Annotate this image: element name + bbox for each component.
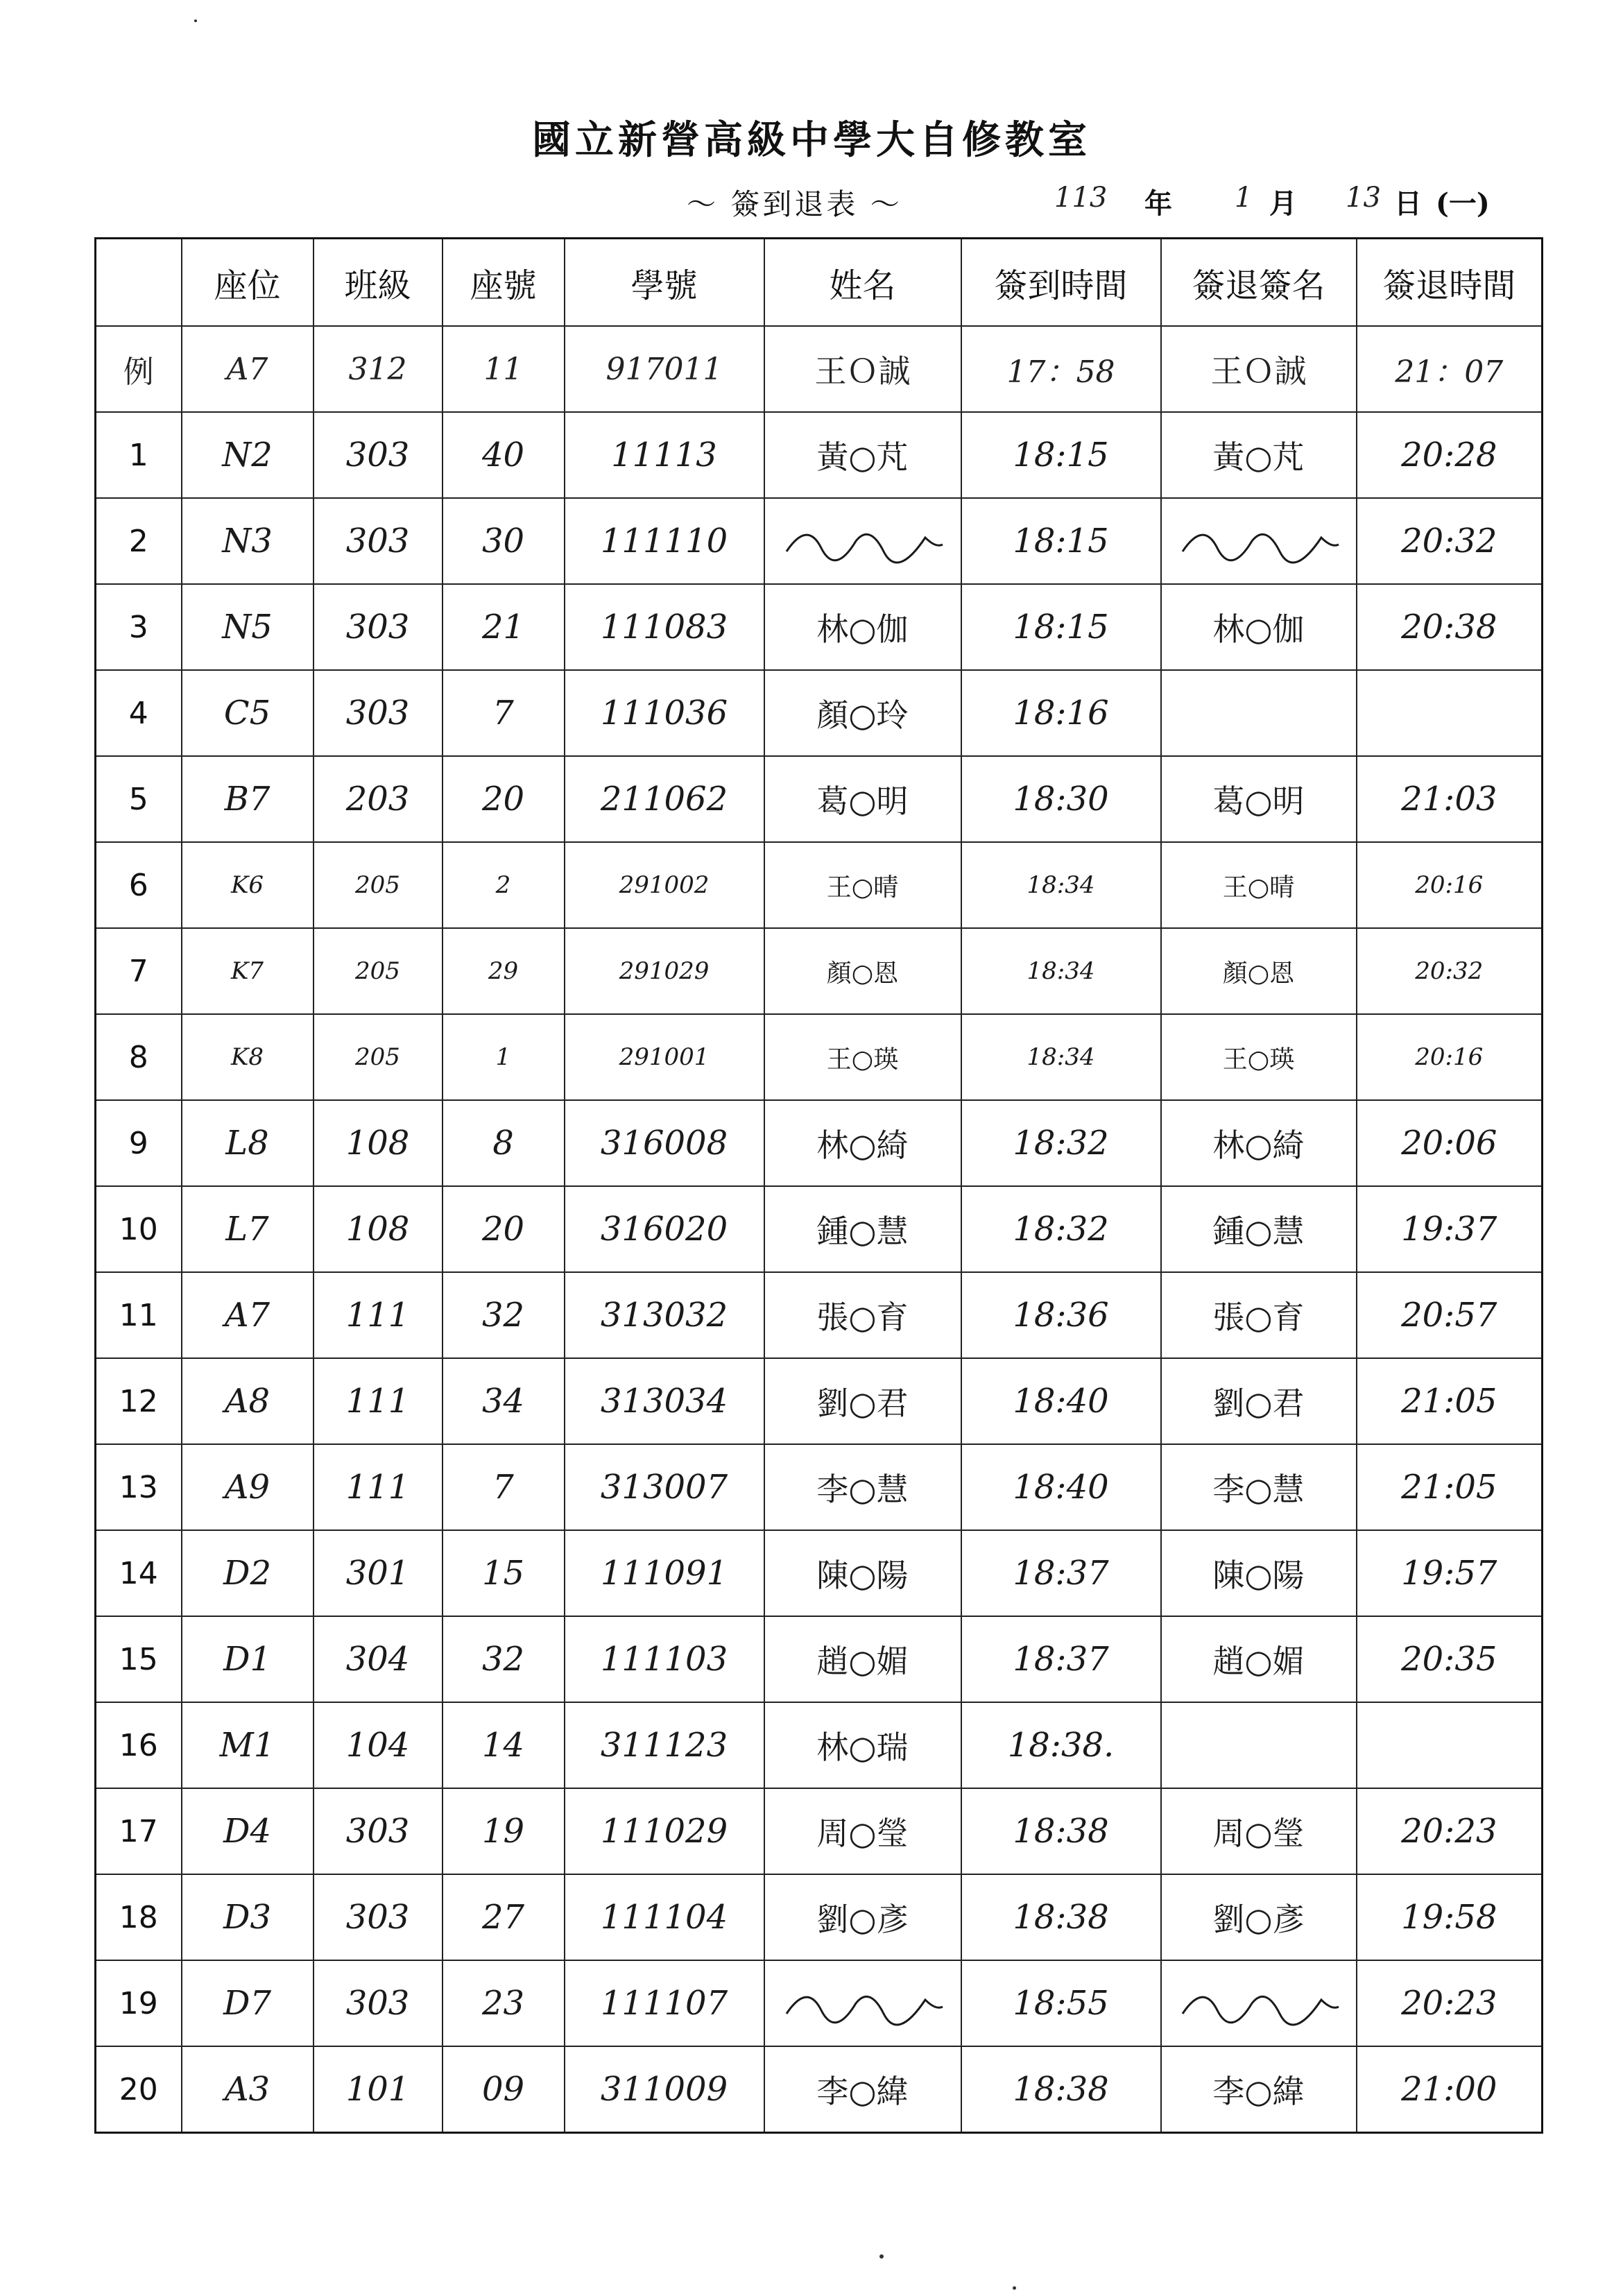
example-seat-no: 11 — [443, 326, 565, 412]
cell-class: 111 — [314, 1444, 443, 1530]
cell-sign-in-time: 18:16 — [961, 670, 1161, 756]
cell-seat: D3 — [182, 1874, 314, 1960]
example-sign-in: 17：58 — [961, 326, 1161, 412]
cell-student-id: 291029 — [565, 928, 764, 1014]
cell-sign-in-time: 18:40 — [961, 1358, 1161, 1444]
row-number: 18 — [96, 1874, 182, 1960]
cell-sign-out-signature — [1161, 670, 1357, 756]
date-month-value: 1 — [1235, 182, 1253, 214]
cell-sign-out-signature: 周○瑩 — [1161, 1788, 1357, 1874]
cell-sign-in-time: 18:32 — [961, 1100, 1161, 1186]
cell-name: 顏○玲 — [764, 670, 961, 756]
row-number: 3 — [96, 584, 182, 670]
cell-student-id: 111110 — [565, 498, 764, 584]
cell-class: 303 — [314, 1874, 443, 1960]
row-number: 6 — [96, 842, 182, 928]
table-row — [96, 1014, 1543, 1100]
cell-seat: K8 — [182, 1014, 314, 1100]
table-row — [96, 670, 1543, 756]
cell-student-id: 313007 — [565, 1444, 764, 1530]
cell-student-id: 316020 — [565, 1186, 764, 1272]
header-seat: 座位 — [182, 239, 314, 327]
header-corner — [96, 239, 182, 327]
cell-sign-in-time: 18:15 — [961, 498, 1161, 584]
cell-sign-out-time: 20:35 — [1357, 1616, 1543, 1702]
cell-seat: D2 — [182, 1530, 314, 1616]
cell-name: 陳○陽 — [764, 1530, 961, 1616]
cell-class: 104 — [314, 1702, 443, 1788]
cell-class: 108 — [314, 1186, 443, 1272]
header-row — [96, 239, 1543, 327]
table-row — [96, 1874, 1543, 1960]
cell-seat: A9 — [182, 1444, 314, 1530]
cell-student-id: 313034 — [565, 1358, 764, 1444]
cell-student-id: 313032 — [565, 1272, 764, 1358]
row-number: 2 — [96, 498, 182, 584]
cell-name: 王○瑛 — [764, 1014, 961, 1100]
cell-class: 303 — [314, 1788, 443, 1874]
cell-class: 303 — [314, 670, 443, 756]
cell-name: 劉○君 — [764, 1358, 961, 1444]
cell-sign-out-time: 20:57 — [1357, 1272, 1543, 1358]
cell-student-id: 11113 — [565, 412, 764, 498]
cell-sign-in-time: 18:55 — [961, 1960, 1161, 2046]
example-name: 王Ｏ誠 — [764, 326, 961, 412]
cell-sign-out-time: 21:00 — [1357, 2046, 1543, 2133]
table-row — [96, 1960, 1543, 2046]
cell-sign-out-signature: 鍾○慧 — [1161, 1186, 1357, 1272]
cell-sign-out-time: 20:06 — [1357, 1100, 1543, 1186]
example-student-id: 917011 — [565, 326, 764, 412]
date-month-label: 月 — [1269, 187, 1297, 220]
table-row — [96, 1530, 1543, 1616]
date-year-value: 113 — [1054, 182, 1108, 214]
cell-sign-out-time: 20:23 — [1357, 1788, 1543, 1874]
cell-sign-out-time: 21:05 — [1357, 1444, 1543, 1530]
row-number: 19 — [96, 1960, 182, 2046]
cell-seat-no: 32 — [443, 1616, 565, 1702]
cell-seat-no: 19 — [443, 1788, 565, 1874]
cell-student-id: 311009 — [565, 2046, 764, 2133]
cell-name: 林○伽 — [764, 584, 961, 670]
row-number: 1 — [96, 412, 182, 498]
cell-name: 王○晴 — [764, 842, 961, 928]
cell-student-id: 111091 — [565, 1530, 764, 1616]
cell-student-id: 111083 — [565, 584, 764, 670]
page-title: 國立新營高級中學大自修教室 — [532, 117, 1091, 163]
cell-sign-out-time: 20:28 — [1357, 412, 1543, 498]
cell-class: 303 — [314, 498, 443, 584]
cell-sign-out-time: 21:03 — [1357, 756, 1543, 842]
scan-speck — [879, 2254, 884, 2259]
cell-sign-out-time: 21:05 — [1357, 1358, 1543, 1444]
cell-name: 顏○恩 — [764, 928, 961, 1014]
cell-student-id: 111107 — [565, 1960, 764, 2046]
example-seat: A7 — [182, 326, 314, 412]
cell-seat: L7 — [182, 1186, 314, 1272]
cell-seat-no: 09 — [443, 2046, 565, 2133]
cell-sign-in-time: 18:38. — [961, 1702, 1161, 1788]
row-number: 10 — [96, 1186, 182, 1272]
row-number: 4 — [96, 670, 182, 756]
cell-name: 趙○媚 — [764, 1616, 961, 1702]
cell-seat: A7 — [182, 1272, 314, 1358]
cell-class: 205 — [314, 1014, 443, 1100]
table-row — [96, 2046, 1543, 2133]
cell-name: 林○綺 — [764, 1100, 961, 1186]
date-year-label: 年 — [1144, 187, 1172, 220]
cell-sign-out-time: 20:32 — [1357, 498, 1543, 584]
cell-seat: L8 — [182, 1100, 314, 1186]
cell-sign-out-signature: 劉○彥 — [1161, 1874, 1357, 1960]
row-number: 16 — [96, 1702, 182, 1788]
table-row — [96, 498, 1543, 584]
signature-scribble — [780, 510, 946, 572]
cell-student-id: 291002 — [565, 842, 764, 928]
table-row — [96, 1702, 1543, 1788]
table-row — [96, 412, 1543, 498]
cell-sign-out-time: 19:58 — [1357, 1874, 1543, 1960]
cell-seat-no: 7 — [443, 1444, 565, 1530]
cell-seat: N2 — [182, 412, 314, 498]
cell-seat-no: 15 — [443, 1530, 565, 1616]
header-student-id: 學號 — [565, 239, 764, 327]
cell-sign-out-time: 20:16 — [1357, 842, 1543, 928]
table-row — [96, 1186, 1543, 1272]
signature-scribble — [1176, 510, 1342, 572]
signature-scribble — [780, 1972, 946, 2034]
cell-student-id: 211062 — [565, 756, 764, 842]
cell-name: 周○瑩 — [764, 1788, 961, 1874]
cell-class: 304 — [314, 1616, 443, 1702]
scan-speck — [194, 19, 197, 22]
cell-seat: N5 — [182, 584, 314, 670]
cell-class: 108 — [314, 1100, 443, 1186]
cell-sign-in-time: 18:38 — [961, 1788, 1161, 1874]
cell-seat-no: 20 — [443, 1186, 565, 1272]
cell-name: 李○慧 — [764, 1444, 961, 1530]
cell-name: 鍾○慧 — [764, 1186, 961, 1272]
cell-sign-out-time: 20:38 — [1357, 584, 1543, 670]
cell-sign-out-signature: 李○緯 — [1161, 2046, 1357, 2133]
cell-sign-in-time: 18:36 — [961, 1272, 1161, 1358]
cell-name — [764, 498, 961, 584]
cell-seat-no: 40 — [443, 412, 565, 498]
cell-seat: D1 — [182, 1616, 314, 1702]
cell-name: 劉○彥 — [764, 1874, 961, 1960]
cell-sign-out-signature: 陳○陽 — [1161, 1530, 1357, 1616]
row-number: 9 — [96, 1100, 182, 1186]
cell-sign-out-time: 19:37 — [1357, 1186, 1543, 1272]
cell-sign-out-signature: 林○伽 — [1161, 584, 1357, 670]
cell-class: 303 — [314, 412, 443, 498]
cell-class: 111 — [314, 1358, 443, 1444]
cell-sign-out-signature: 李○慧 — [1161, 1444, 1357, 1530]
row-number: 20 — [96, 2046, 182, 2133]
header-seat-no: 座號 — [443, 239, 565, 327]
cell-class: 203 — [314, 756, 443, 842]
example-sign-out: 21：07 — [1357, 326, 1543, 412]
row-number: 7 — [96, 928, 182, 1014]
cell-name: 林○瑞 — [764, 1702, 961, 1788]
cell-sign-out-signature: 林○綺 — [1161, 1100, 1357, 1186]
cell-name: 黃○芃 — [764, 412, 961, 498]
cell-class: 111 — [314, 1272, 443, 1358]
date-day-label: 日 — [1394, 187, 1422, 220]
cell-name — [764, 1960, 961, 2046]
example-sign-out-name: 王Ｏ誠 — [1161, 326, 1357, 412]
date-day-value: 13 — [1346, 182, 1381, 214]
cell-sign-out-signature: 顏○恩 — [1161, 928, 1357, 1014]
cell-student-id: 316008 — [565, 1100, 764, 1186]
signature-scribble — [1176, 1972, 1342, 2034]
cell-seat-no: 1 — [443, 1014, 565, 1100]
cell-seat: A8 — [182, 1358, 314, 1444]
cell-seat: K6 — [182, 842, 314, 928]
cell-sign-out-signature: 劉○君 — [1161, 1358, 1357, 1444]
header-name: 姓名 — [764, 239, 961, 327]
cell-student-id: 291001 — [565, 1014, 764, 1100]
table-row — [96, 584, 1543, 670]
table-row — [96, 1616, 1543, 1702]
cell-student-id: 111036 — [565, 670, 764, 756]
scan-speck — [1013, 2286, 1016, 2290]
cell-seat-no: 21 — [443, 584, 565, 670]
cell-seat: M1 — [182, 1702, 314, 1788]
cell-seat-no: 23 — [443, 1960, 565, 2046]
cell-sign-out-time — [1357, 1702, 1543, 1788]
cell-seat: D4 — [182, 1788, 314, 1874]
cell-sign-out-signature: 黃○芃 — [1161, 412, 1357, 498]
sign-in-table — [94, 237, 1543, 2134]
table-row — [96, 1272, 1543, 1358]
table-row — [96, 1100, 1543, 1186]
example-class: 312 — [314, 326, 443, 412]
table-row — [96, 1358, 1543, 1444]
cell-class: 205 — [314, 928, 443, 1014]
example-row — [96, 326, 1543, 412]
header-sign-out-time: 簽退時間 — [1357, 239, 1543, 327]
row-number: 17 — [96, 1788, 182, 1874]
row-number: 11 — [96, 1272, 182, 1358]
cell-sign-in-time: 18:37 — [961, 1616, 1161, 1702]
cell-sign-out-signature — [1161, 1960, 1357, 2046]
cell-seat-no: 20 — [443, 756, 565, 842]
cell-seat-no: 27 — [443, 1874, 565, 1960]
cell-seat-no: 30 — [443, 498, 565, 584]
cell-sign-out-time: 20:32 — [1357, 928, 1543, 1014]
cell-seat: B7 — [182, 756, 314, 842]
cell-sign-in-time: 18:37 — [961, 1530, 1161, 1616]
cell-seat: D7 — [182, 1960, 314, 2046]
cell-sign-in-time: 18:15 — [961, 584, 1161, 670]
cell-seat-no: 32 — [443, 1272, 565, 1358]
cell-sign-out-signature: 葛○明 — [1161, 756, 1357, 842]
cell-class: 101 — [314, 2046, 443, 2133]
cell-sign-in-time: 18:30 — [961, 756, 1161, 842]
form-subtitle: ～ 簽到退表 ～ — [687, 187, 902, 221]
row-number: 8 — [96, 1014, 182, 1100]
row-number: 12 — [96, 1358, 182, 1444]
cell-sign-in-time: 18:34 — [961, 928, 1161, 1014]
cell-seat-no: 2 — [443, 842, 565, 928]
cell-sign-in-time: 18:38 — [961, 2046, 1161, 2133]
cell-sign-out-signature — [1161, 1702, 1357, 1788]
table-row — [96, 842, 1543, 928]
date-weekday: (一) — [1436, 187, 1490, 220]
table-row — [96, 928, 1543, 1014]
cell-seat-no: 29 — [443, 928, 565, 1014]
cell-sign-in-time: 18:34 — [961, 1014, 1161, 1100]
date-line — [1054, 182, 1540, 223]
header-class: 班級 — [314, 239, 443, 327]
table-row — [96, 756, 1543, 842]
cell-name: 葛○明 — [764, 756, 961, 842]
cell-sign-out-time: 20:16 — [1357, 1014, 1543, 1100]
cell-class: 303 — [314, 1960, 443, 2046]
cell-student-id: 111103 — [565, 1616, 764, 1702]
cell-name: 李○緯 — [764, 2046, 961, 2133]
cell-student-id: 111104 — [565, 1874, 764, 1960]
cell-seat-no: 8 — [443, 1100, 565, 1186]
cell-seat-no: 34 — [443, 1358, 565, 1444]
cell-student-id: 311123 — [565, 1702, 764, 1788]
table-row — [96, 1788, 1543, 1874]
cell-sign-out-signature: 王○瑛 — [1161, 1014, 1357, 1100]
cell-sign-out-time: 19:57 — [1357, 1530, 1543, 1616]
example-label: 例 — [96, 326, 182, 412]
cell-sign-out-signature: 王○晴 — [1161, 842, 1357, 928]
cell-seat: N3 — [182, 498, 314, 584]
cell-sign-in-time: 18:32 — [961, 1186, 1161, 1272]
row-number: 13 — [96, 1444, 182, 1530]
table-row — [96, 1444, 1543, 1530]
cell-class: 303 — [314, 584, 443, 670]
cell-seat-no: 14 — [443, 1702, 565, 1788]
cell-name: 張○育 — [764, 1272, 961, 1358]
cell-sign-out-time — [1357, 670, 1543, 756]
cell-sign-out-signature: 張○育 — [1161, 1272, 1357, 1358]
row-number: 15 — [96, 1616, 182, 1702]
cell-seat: C5 — [182, 670, 314, 756]
cell-class: 205 — [314, 842, 443, 928]
cell-sign-in-time: 18:40 — [961, 1444, 1161, 1530]
cell-student-id: 111029 — [565, 1788, 764, 1874]
cell-class: 301 — [314, 1530, 443, 1616]
header-sign-in-time: 簽到時間 — [961, 239, 1161, 327]
row-number: 14 — [96, 1530, 182, 1616]
cell-sign-in-time: 18:38 — [961, 1874, 1161, 1960]
row-number: 5 — [96, 756, 182, 842]
cell-seat: K7 — [182, 928, 314, 1014]
header-sign-out-signature: 簽退簽名 — [1161, 239, 1357, 327]
cell-sign-out-signature: 趙○媚 — [1161, 1616, 1357, 1702]
cell-sign-in-time: 18:15 — [961, 412, 1161, 498]
cell-sign-out-signature — [1161, 498, 1357, 584]
cell-sign-out-time: 20:23 — [1357, 1960, 1543, 2046]
cell-sign-in-time: 18:34 — [961, 842, 1161, 928]
cell-seat: A3 — [182, 2046, 314, 2133]
cell-seat-no: 7 — [443, 670, 565, 756]
